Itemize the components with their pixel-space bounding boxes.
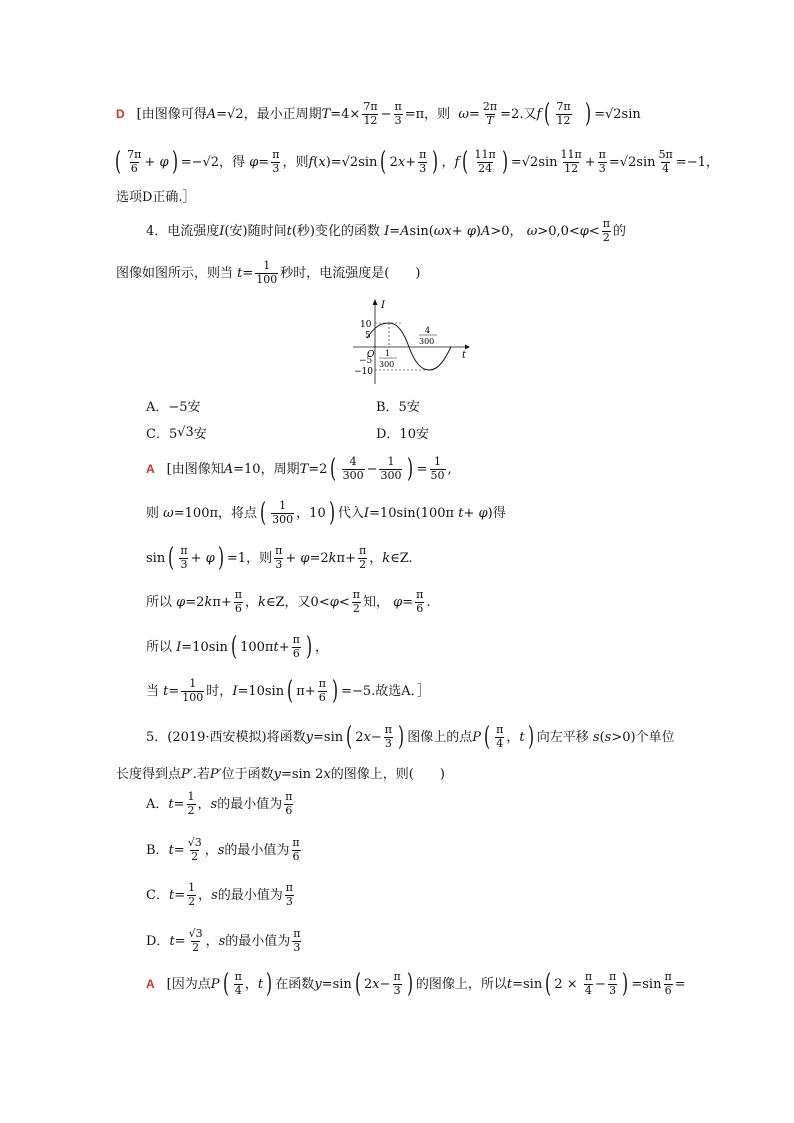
- q4-option-c: C．5 √3 安: [146, 424, 207, 442]
- q5-option-d: D． t = $\frac{√3}{2}$ ， s 的最小值为 $\frac{\pi}{3}$: [146, 926, 301, 954]
- q3-answer-line-2: ( $\frac{7\pi}{6}$ + φ ) =−√2，得 φ = $\frac{\pi}{3}$ ，则 f ( x )=√2sin ( 2 x + $\frac{\pi}{3}$ ) ， f ( $\frac{11\pi}{24}$ ) =√2sin $\frac{11\pi}{12}$ + $\frac{\pi}{3}$ =√2sin $\frac{5\pi}{4}$ =−1，: [115, 147, 719, 177]
- fraction: $\frac{2\pi}{T}$: [482, 99, 498, 127]
- q5-option-a: A． t = $\frac{1}{2}$ ， s 的最小值为 $\frac{\pi}{6}$: [146, 789, 293, 817]
- annotation-left-den: 300: [379, 360, 395, 369]
- q4-stem-line-1: 4．电流强度 I (安)随时间 t (秒)变化的函数 I = A sin( ωx + φ ) A >0， ω >0,0< φ < $\frac{\pi}{2}$ 的: [146, 216, 627, 244]
- q4-answer-line-5: 所以 I =10sin ( 100π t + $\frac{\pi}{6}$ ) ，: [146, 632, 328, 662]
- q4-option-d: D．10安: [376, 426, 429, 442]
- fraction: $\frac{\pi}{3}$: [275, 543, 283, 571]
- fraction: $\frac{\pi}{6}$: [234, 587, 242, 615]
- fraction: $\frac{11\pi}{12}$: [560, 147, 582, 175]
- sine-graph: [345, 296, 475, 386]
- y-axis-arrow: [373, 299, 378, 305]
- fraction: $\frac{\pi}{2}$: [602, 216, 611, 244]
- x-axis-arrow: [465, 345, 470, 350]
- q4-answer-line-4: 所以 φ =2 k π+ $\frac{\pi}{6}$ ， k ∈Z，又0< φ < $\frac{\pi}{2}$ 知， φ = $\frac{\pi}{6}$ .: [146, 587, 431, 615]
- fraction: $\frac{\pi}{3}$: [285, 880, 294, 908]
- x-axis-label: t: [462, 350, 467, 361]
- y-tick-5: 5: [365, 331, 371, 341]
- y-tick-neg10: −10: [354, 367, 373, 377]
- fraction: $\frac{\pi}{3}$: [384, 722, 393, 750]
- fraction: $\frac{1}{300}$: [380, 454, 402, 482]
- fraction: $\frac{1}{100}$: [256, 258, 278, 286]
- fraction: $\frac{\pi}{6}$: [292, 835, 300, 863]
- fraction: $\frac{\pi}{3}$: [419, 147, 427, 175]
- q5-option-c: C． t = $\frac{1}{2}$ ， s 的最小值为 $\frac{\pi}{3}$: [146, 880, 294, 908]
- q4-option-a: A．−5安: [146, 399, 201, 415]
- fraction: $\frac{\pi}{6}$: [285, 789, 293, 817]
- fraction: $\frac{\pi}{6}$: [664, 969, 672, 997]
- q5-stem-line-2: 长度得到点 P′ .若 P′ 位于函数 y =sin 2 x 的图像上，则( ): [116, 766, 445, 782]
- fraction: $\frac{\pi}{3}$: [272, 147, 280, 175]
- fraction: $\frac{1}{2}$: [187, 789, 195, 817]
- q4-answer-line-6: 当 t = $\frac{1}{100}$ 时， I =10sin ( π+ $\frac{\pi}{6}$ ) =−5.故选A．］: [146, 676, 431, 706]
- fraction: $\frac{1}{100}$: [182, 676, 204, 704]
- fraction: $\frac{1}{2}$: [188, 880, 196, 908]
- annotation-left-num: 1: [385, 349, 391, 358]
- fraction: $\frac{\pi}{2}$: [358, 543, 367, 571]
- annotation-right-den: 300: [419, 337, 435, 346]
- q3-answer-line-1: D [由图像可得 A =√2，最小正周期 T =4× $\frac{7\pi}{12}$ − $\frac{\pi}{3}$ =π，则 ω = $\frac{2\pi}{T}$ =2.又 f ( $\frac{7\pi}{12}$ ) =√2sin: [116, 99, 641, 129]
- y-tick-10: 10: [360, 320, 372, 330]
- fraction: $\frac{11\pi}{24}$: [474, 147, 496, 175]
- fraction: $\frac{7\pi}{12}$: [556, 99, 571, 127]
- q4-stem-line-2: 图像如图所示，则当 t = $\frac{1}{100}$ 秒时，电流强度是( ): [116, 258, 421, 286]
- q5-stem-line-1: 5．(2019·西安模拟)将函数 y =sin ( 2 x − $\frac{\pi}{3}$ ) 图像上的点 P ( $\frac{\pi}{4}$ ， t ) 向左平移 s ( s >0)个单位: [146, 722, 675, 752]
- annotation-right-num: 4: [425, 326, 431, 335]
- answer-letter: D: [116, 107, 125, 121]
- q4-answer-line-1: A [由图像知 A =10，周期 T =2 ( $\frac{4}{300}$ − $\frac{1}{300}$ ) = $\frac{1}{50}$ ,: [146, 454, 452, 484]
- fraction: $\frac{\pi}{4}$: [584, 969, 593, 997]
- origin-label: O: [367, 350, 375, 360]
- fraction: $\frac{\pi}{3}$: [394, 99, 402, 127]
- fraction: $\frac{\pi}{6}$: [416, 587, 424, 615]
- fraction: $\frac{\pi}{3}$: [598, 147, 606, 175]
- q4-answer-line-2: 则 ω =100π，将点 ( $\frac{1}{300}$ ，10 ) 代入 I =10sin(100π t + φ )得: [146, 498, 506, 528]
- q4-option-b: B．5安: [376, 399, 420, 415]
- fraction: $\frac{√3}{2}$: [187, 835, 202, 863]
- y-axis-label: I: [381, 300, 385, 311]
- fraction: $\frac{1}{300}$: [272, 498, 294, 526]
- fraction: $\frac{\pi}{3}$: [608, 969, 617, 997]
- answer-letter: A: [146, 977, 155, 991]
- answer-letter: A: [146, 462, 155, 476]
- q5-option-b: B． t = $\frac{√3}{2}$ ， s 的最小值为 $\frac{\pi}{6}$: [146, 835, 300, 863]
- fraction: $\frac{7\pi}{6}$: [127, 147, 142, 175]
- fraction: $\frac{7\pi}{12}$: [363, 99, 378, 127]
- fraction: $\frac{\pi}{4}$: [234, 969, 242, 997]
- fraction: $\frac{\pi}{3}$: [393, 969, 401, 997]
- y-tick-neg5: −5: [359, 356, 373, 366]
- fraction: $\frac{5\pi}{4}$: [658, 147, 673, 175]
- q5-answer-line-1: A [因为点 P ( $\frac{\pi}{4}$ ， t ) 在函数 y =sin ( 2 x − $\frac{\pi}{3}$ ) 的图像上，所以 t =sin ( 2 × $\frac{\pi}{4}$ − $\frac{\pi}{3}$ ) =sin $\frac{\pi}{6}$ =: [146, 969, 686, 999]
- fraction: $\frac{\pi}{6}$: [292, 632, 300, 660]
- fraction: $\frac{\pi}{6}$: [318, 676, 326, 704]
- q4-answer-line-3: sin ( $\frac{\pi}{3}$ + φ ) =1，则 $\frac{\pi}{3}$ + φ =2 k π+ $\frac{\pi}{2}$ ， k ∈Z.: [146, 543, 413, 573]
- fraction: $\frac{1}{50}$: [430, 454, 445, 482]
- fraction: $\frac{\pi}{3}$: [180, 543, 188, 571]
- fraction: $\frac{\pi}{3}$: [293, 926, 301, 954]
- fraction: $\frac{√3}{2}$: [188, 926, 203, 954]
- fraction: $\frac{\pi}{2}$: [352, 587, 360, 615]
- fraction: $\frac{\pi}{4}$: [496, 722, 504, 750]
- q3-answer-line-3: 选项D正确.］: [116, 189, 196, 205]
- fraction: $\frac{4}{300}$: [342, 454, 364, 482]
